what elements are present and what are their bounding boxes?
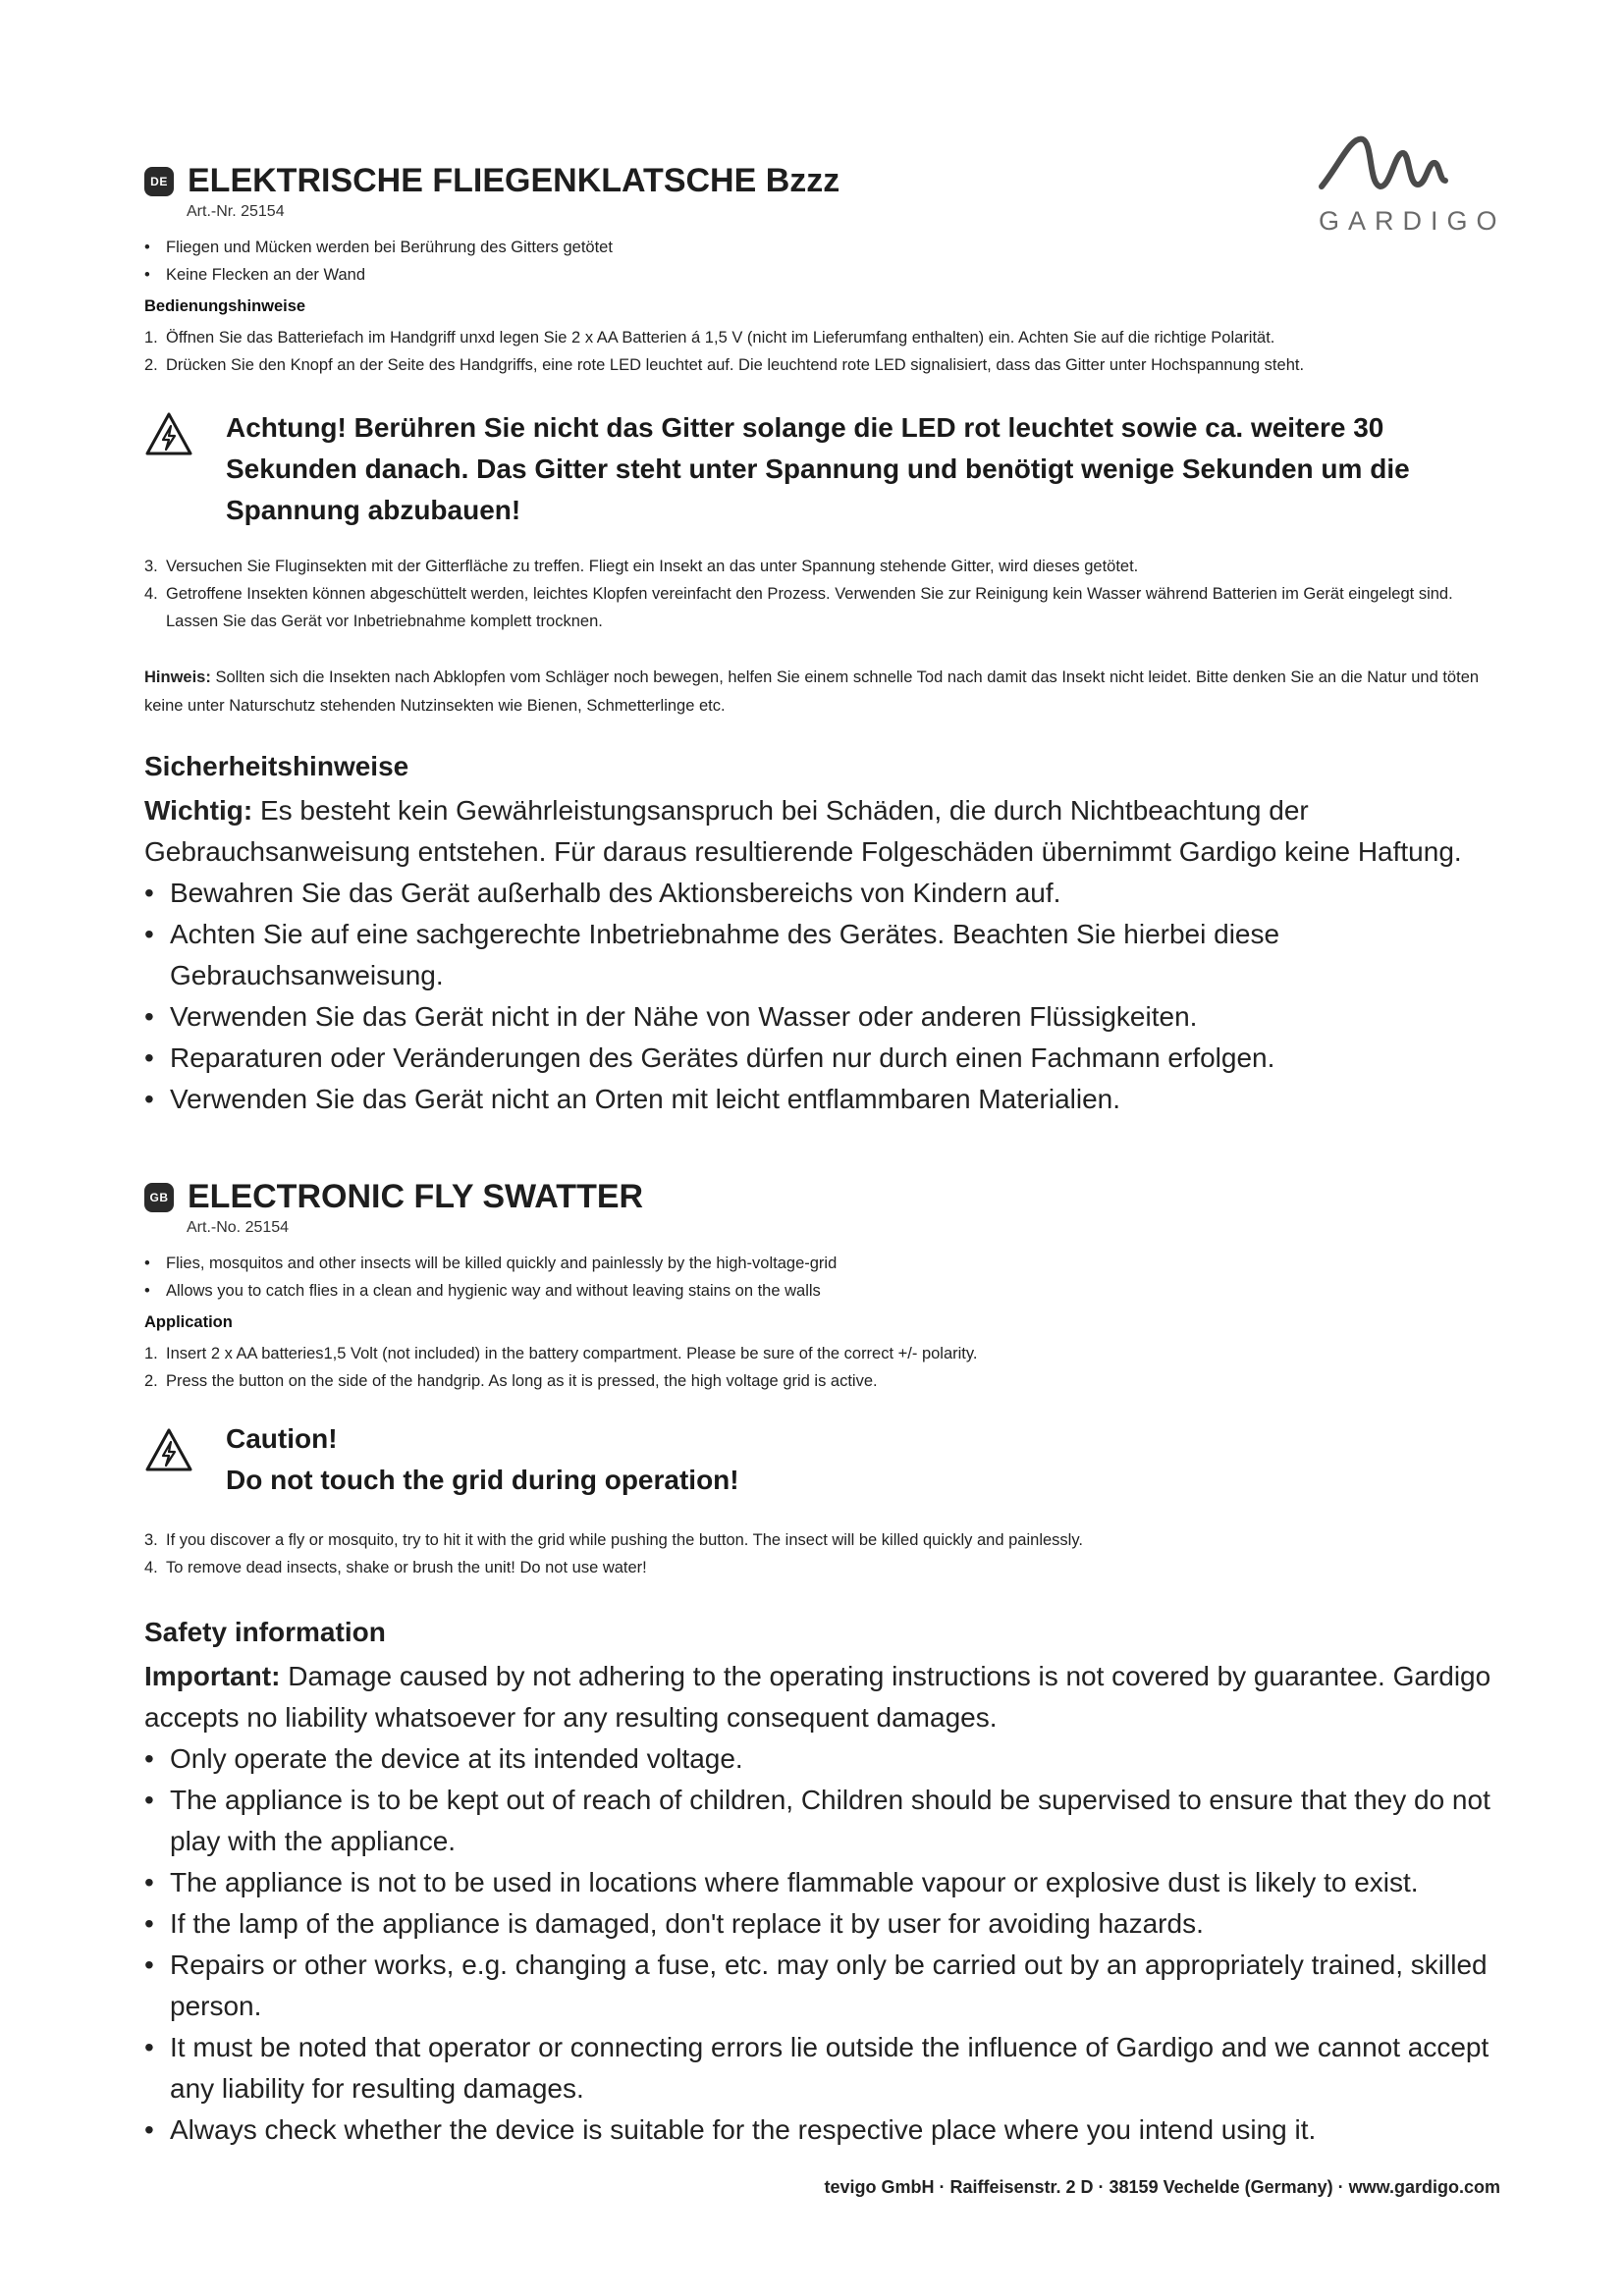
gb-warning-box	[144, 1423, 1519, 1512]
gb-section-header	[144, 1178, 643, 1216]
gb-feature-list	[144, 1250, 1499, 1305]
list-item: 2. Drücken Sie den Knopf an der Seite des Handgriffs, eine rote LED leuchtet auf. Die leuchtend rote LED signalisiert, dass das Gitter unter Hochspannung steht.	[144, 356, 1305, 374]
list-item: • Verwenden Sie das Gerät nicht in der Nähe von Wasser oder anderen Flüssigkeiten.	[144, 1001, 1198, 1032]
gb-article-number: Art.-No. 25154	[187, 1219, 290, 1236]
list-item: • Bewahren Sie das Gerät außerhalb des Aktionsbereichs von Kindern auf.	[144, 878, 1061, 908]
list-item: 4. Getroffene Insekten können abgeschüttelt werden, leichtes Klopfen vereinfacht den Prozess. Verwenden Sie zur Reinigung kein Wasser während Batterien im Gerät eingelegt sind. Lassen Sie das Gerät vor Inbetriebnahme komplett trocknen.	[144, 585, 1453, 630]
list-item: • Repairs or other works, e.g. changing a fuse, etc. may only be carried out by an appropriately trained, skilled person.	[144, 1949, 1488, 2021]
de-section-header	[144, 162, 839, 200]
de-steps-a	[144, 324, 1499, 379]
list-item: 3. Versuchen Sie Fluginsekten mit der Gitterfläche zu treffen. Fliegt ein Insekt an das unter Spannung stehende Gitter, wird dieses getötet.	[144, 558, 1139, 575]
list-item: • Allows you to catch flies in a clean and hygienic way and without leaving stains on the walls	[144, 1282, 821, 1300]
list-item: 3. If you discover a fly or mosquito, try to hit it with the grid while pushing the button. The insect will be killed quickly and painlessly.	[144, 1531, 1083, 1549]
list-item: • The appliance is not to be used in locations where flammable vapour or explosive dust is likely to exist.	[144, 1867, 1419, 1897]
high-voltage-warning-icon	[144, 1427, 193, 1472]
de-safety-intro: Wichtig: Es besteht kein Gewährleistungsanspruch bei Schäden, die durch Nichtbeachtung der Gebrauchsanweisung entstehen. Für daraus resultierende Folgeschäden übernimmt Gardigo keine Haftung.	[144, 795, 1462, 867]
de-flag-icon: DE	[144, 167, 174, 196]
gb-safety-block	[144, 1656, 1504, 2151]
gb-warning-text: Caution! Do not touch the grid during operation!	[226, 1423, 739, 1495]
list-item: • Reparaturen oder Veränderungen des Gerätes dürfen nur durch einen Fachmann erfolgen.	[144, 1042, 1275, 1073]
de-note-label: Hinweis:	[144, 668, 211, 686]
list-item: • The appliance is to be kept out of reach of children, Children should be supervised to ensure that they do not play with the appliance.	[144, 1785, 1490, 1856]
list-item: 4. To remove dead insects, shake or brush the unit! Do not use water!	[144, 1559, 647, 1576]
list-item: • It must be noted that operator or connecting errors lie outside the influence of Gardigo and we cannot accept any liability for resulting damages.	[144, 2032, 1489, 2104]
de-warning-box	[144, 407, 1519, 535]
gb-safety-intro: Important: Damage caused by not adhering to the operating instructions is not covered by guarantee. Gardigo accepts no liability whatsoever for any resulting consequent damages.	[144, 1661, 1491, 1733]
gb-safety-heading: Safety information	[144, 1617, 386, 1647]
gb-usage-heading: Application	[144, 1313, 233, 1331]
list-item: • Achten Sie auf eine sachgerechte Inbetriebnahme des Gerätes. Beachten Sie hierbei diese Gebrauchsanweisung.	[144, 919, 1280, 990]
de-note: Hinweis: Sollten sich die Insekten nach Abklopfen vom Schläger noch bewegen, helfen Sie einem schnelle Tod nach damit das Insekt nicht leidet. Bitte denken Sie an die Natur und töten keine unter Naturschutz stehenden Nutzinsekten wie Bienen, Schmetterlinge etc.	[144, 668, 1480, 715]
list-item: • Verwenden Sie das Gerät nicht an Orten mit leicht entflammbaren Materialien.	[144, 1084, 1121, 1114]
de-usage-heading: Bedienungshinweise	[144, 297, 306, 315]
de-warning-text: Achtung! Berühren Sie nicht das Gitter solange die LED rot leuchtet sowie ca. weitere 30 Sekunden danach. Das Gitter steht unter Spannung und benötigt wenige Sekunden um die Spannung abzubauen!	[226, 412, 1410, 525]
list-item: • Always check whether the device is suitable for the respective place where you intend using it.	[144, 2114, 1317, 2145]
list-item: 1. Öffnen Sie das Batteriefach im Handgriff unxd legen Sie 2 x AA Batterien á 1,5 V (nicht im Lieferumfang enthalten) ein. Achten Sie auf die richtige Polarität.	[144, 329, 1275, 347]
gb-flag-icon: GB	[144, 1183, 174, 1212]
page-footer: tevigo GmbH · Raiffeisenstr. 2 D · 38159 Vechelde (Germany) · www.gardigo.com	[824, 2177, 1500, 2197]
de-steps-b	[144, 553, 1499, 635]
list-item: • If the lamp of the appliance is damaged, don't replace it by user for avoiding hazards.	[144, 1908, 1204, 1939]
de-safety-block	[144, 790, 1504, 1120]
gb-title: ELECTRONIC FLY SWATTER	[188, 1178, 644, 1215]
list-item: • Keine Flecken an der Wand	[144, 266, 366, 284]
de-safety-heading: Sicherheitshinweise	[144, 751, 409, 781]
list-item: 1. Insert 2 x AA batteries1,5 Volt (not included) in the battery compartment. Please be sure of the correct +/- polarity.	[144, 1345, 978, 1362]
list-item: • Fliegen und Mücken werden bei Berührung des Gitters getötet	[144, 239, 613, 256]
de-article-number: Art.-Nr. 25154	[187, 203, 285, 220]
de-title: ELEKTRISCHE FLIEGENKLATSCHE Bzzz	[188, 162, 840, 199]
gb-steps-a	[144, 1340, 1499, 1395]
high-voltage-warning-icon	[144, 411, 193, 456]
list-item: • Flies, mosquitos and other insects will be killed quickly and painlessly by the high-voltage-grid	[144, 1255, 838, 1272]
brand-name: GARDIGO	[1319, 206, 1506, 236]
gb-steps-b	[144, 1526, 1499, 1581]
de-feature-list	[144, 234, 1499, 289]
list-item: • Only operate the device at its intended voltage.	[144, 1743, 743, 1774]
list-item: 2. Press the button on the side of the handgrip. As long as it is pressed, the high voltage grid is active.	[144, 1372, 878, 1390]
